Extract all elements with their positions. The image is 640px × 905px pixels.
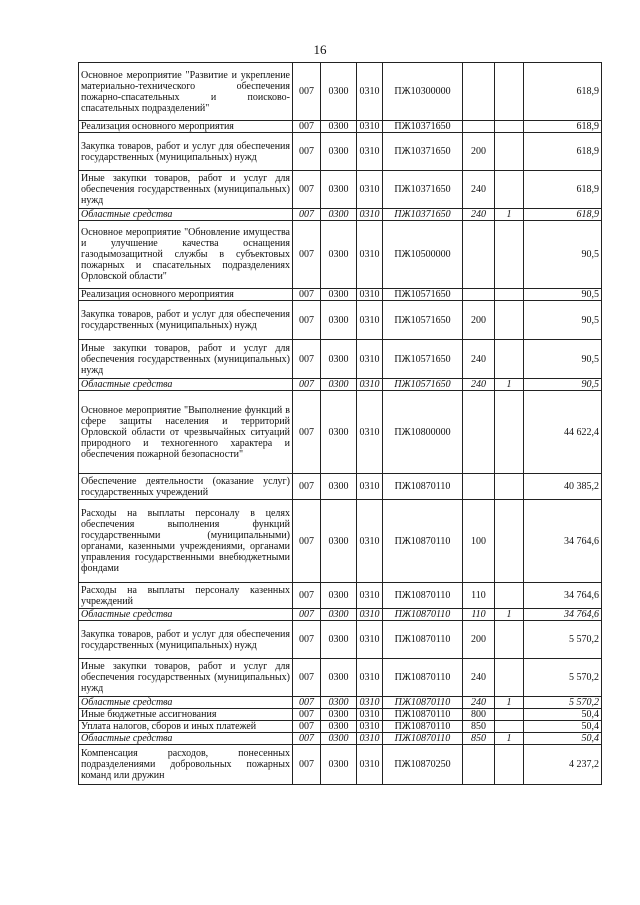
expense-name-cell: Основное мероприятие "Выполнение функций в сфере защиты населения и территорий Орловской области от чрезвычайных ситуаций природного и техногенного характера и обеспечения пожарной безопасности" — [79, 391, 293, 474]
ministry-code-cell: 007 — [293, 697, 321, 709]
amount-cell: 618,9 — [524, 209, 602, 221]
funding-source-cell — [495, 63, 524, 121]
table-row — [79, 391, 602, 474]
amount-cell: 34 764,6 — [524, 609, 602, 621]
expense-name-cell: Областные средства — [79, 379, 293, 391]
expense-type-cell: 240 — [463, 209, 495, 221]
section-code-cell: 0300 — [321, 733, 357, 745]
ministry-code-cell: 007 — [293, 733, 321, 745]
amount-cell: 90,5 — [524, 379, 602, 391]
expense-type-cell: 240 — [463, 379, 495, 391]
target-article-cell: ПЖ10571650 — [383, 340, 463, 379]
budget-table — [78, 62, 602, 785]
subsection-code-cell: 0310 — [357, 709, 383, 721]
subsection-code-cell: 0310 — [357, 721, 383, 733]
target-article-cell: ПЖ10571650 — [383, 289, 463, 301]
table-row — [79, 340, 602, 379]
section-code-cell: 0300 — [321, 721, 357, 733]
expense-name-cell: Закупка товаров, работ и услуг для обеспечения государственных (муниципальных) нужд — [79, 621, 293, 659]
amount-cell: 618,9 — [524, 171, 602, 209]
amount-cell: 5 570,2 — [524, 659, 602, 697]
funding-source-cell — [495, 301, 524, 340]
subsection-code-cell: 0310 — [357, 209, 383, 221]
amount-cell: 50,4 — [524, 721, 602, 733]
expense-type-cell — [463, 221, 495, 289]
regional-funds-row — [79, 379, 602, 391]
target-article-cell: ПЖ10500000 — [383, 221, 463, 289]
funding-source-cell: 1 — [495, 379, 524, 391]
expense-type-cell: 800 — [463, 709, 495, 721]
target-article-cell: ПЖ10870110 — [383, 721, 463, 733]
subsection-code-cell: 0310 — [357, 289, 383, 301]
amount-cell: 90,5 — [524, 289, 602, 301]
amount-cell: 90,5 — [524, 301, 602, 340]
expense-type-cell: 240 — [463, 697, 495, 709]
subsection-code-cell: 0310 — [357, 121, 383, 133]
expense-type-cell — [463, 391, 495, 474]
subsection-code-cell: 0310 — [357, 379, 383, 391]
target-article-cell: ПЖ10571650 — [383, 301, 463, 340]
section-code-cell: 0300 — [321, 659, 357, 697]
ministry-code-cell: 007 — [293, 583, 321, 609]
section-code-cell: 0300 — [321, 391, 357, 474]
section-code-cell: 0300 — [321, 289, 357, 301]
amount-cell: 4 237,2 — [524, 745, 602, 785]
table-row — [79, 63, 602, 121]
target-article-cell: ПЖ10870110 — [383, 609, 463, 621]
section-code-cell: 0300 — [321, 474, 357, 500]
section-code-cell: 0300 — [321, 609, 357, 621]
section-code-cell: 0300 — [321, 121, 357, 133]
budget-table-body — [79, 63, 602, 785]
target-article-cell: ПЖ10371650 — [383, 133, 463, 171]
regional-funds-row — [79, 733, 602, 745]
expense-name-cell: Реализация основного мероприятия — [79, 121, 293, 133]
amount-cell: 90,5 — [524, 221, 602, 289]
ministry-code-cell: 007 — [293, 721, 321, 733]
subsection-code-cell: 0310 — [357, 697, 383, 709]
target-article-cell: ПЖ10870110 — [383, 500, 463, 583]
subsection-code-cell: 0310 — [357, 583, 383, 609]
expense-name-cell: Реализация основного мероприятия — [79, 289, 293, 301]
ministry-code-cell: 007 — [293, 121, 321, 133]
expense-type-cell — [463, 474, 495, 500]
subsection-code-cell: 0310 — [357, 63, 383, 121]
expense-name-cell: Уплата налогов, сборов и иных платежей — [79, 721, 293, 733]
target-article-cell: ПЖ10300000 — [383, 63, 463, 121]
ministry-code-cell: 007 — [293, 500, 321, 583]
expense-name-cell: Расходы на выплаты персоналу в целях обеспечения выполнения функций государственными (муниципальными) органами, казенными учреждениями, органами управления государственными внебюджетными фондами — [79, 500, 293, 583]
section-code-cell: 0300 — [321, 745, 357, 785]
expense-name-cell: Основное мероприятие "Развитие и укрепление материально-технического обеспечения пожарно-спасательных и поисково-спасательных подразделений" — [79, 63, 293, 121]
expense-name-cell: Иные закупки товаров, работ и услуг для обеспечения государственных (муниципальных) нужд — [79, 340, 293, 379]
funding-source-cell — [495, 659, 524, 697]
funding-source-cell — [495, 340, 524, 379]
section-code-cell: 0300 — [321, 221, 357, 289]
ministry-code-cell: 007 — [293, 659, 321, 697]
amount-cell: 5 570,2 — [524, 621, 602, 659]
funding-source-cell: 1 — [495, 609, 524, 621]
table-row — [79, 301, 602, 340]
target-article-cell: ПЖ10870110 — [383, 583, 463, 609]
funding-source-cell — [495, 709, 524, 721]
funding-source-cell — [495, 583, 524, 609]
ministry-code-cell: 007 — [293, 63, 321, 121]
expense-name-cell: Областные средства — [79, 609, 293, 621]
ministry-code-cell: 007 — [293, 133, 321, 171]
section-code-cell: 0300 — [321, 209, 357, 221]
page-number: 16 — [313, 42, 327, 57]
table-row — [79, 621, 602, 659]
expense-type-cell: 110 — [463, 583, 495, 609]
target-article-cell: ПЖ10371650 — [383, 121, 463, 133]
funding-source-cell — [495, 500, 524, 583]
ministry-code-cell: 007 — [293, 209, 321, 221]
expense-name-cell: Областные средства — [79, 733, 293, 745]
expense-name-cell: Основное мероприятие "Обновление имущества и улучшение качества оснащения газодымозащитной службы в субъектовых пожарных и спасательных подразделениях Орловской области" — [79, 221, 293, 289]
ministry-code-cell: 007 — [293, 609, 321, 621]
target-article-cell: ПЖ10870110 — [383, 659, 463, 697]
amount-cell: 50,4 — [524, 709, 602, 721]
subsection-code-cell: 0310 — [357, 221, 383, 289]
expense-name-cell: Закупка товаров, работ и услуг для обеспечения государственных (муниципальных) нужд — [79, 301, 293, 340]
section-code-cell: 0300 — [321, 500, 357, 583]
target-article-cell: ПЖ10870250 — [383, 745, 463, 785]
section-code-cell: 0300 — [321, 171, 357, 209]
amount-cell: 40 385,2 — [524, 474, 602, 500]
funding-source-cell — [495, 133, 524, 171]
expense-name-cell: Иные закупки товаров, работ и услуг для обеспечения государственных (муниципальных) нужд — [79, 659, 293, 697]
subsection-code-cell: 0310 — [357, 171, 383, 209]
regional-funds-row — [79, 697, 602, 709]
ministry-code-cell: 007 — [293, 289, 321, 301]
funding-source-cell — [495, 121, 524, 133]
ministry-code-cell: 007 — [293, 709, 321, 721]
table-row — [79, 121, 602, 133]
subsection-code-cell: 0310 — [357, 340, 383, 379]
target-article-cell: ПЖ10870110 — [383, 733, 463, 745]
section-code-cell: 0300 — [321, 709, 357, 721]
expense-type-cell: 200 — [463, 621, 495, 659]
expense-name-cell: Областные средства — [79, 209, 293, 221]
table-row — [79, 709, 602, 721]
ministry-code-cell: 007 — [293, 474, 321, 500]
funding-source-cell — [495, 289, 524, 301]
section-code-cell: 0300 — [321, 583, 357, 609]
subsection-code-cell: 0310 — [357, 391, 383, 474]
ministry-code-cell: 007 — [293, 391, 321, 474]
expense-name-cell: Иные бюджетные ассигнования — [79, 709, 293, 721]
funding-source-cell: 1 — [495, 733, 524, 745]
amount-cell: 34 764,6 — [524, 500, 602, 583]
table-row — [79, 659, 602, 697]
ministry-code-cell: 007 — [293, 301, 321, 340]
subsection-code-cell: 0310 — [357, 659, 383, 697]
expense-name-cell: Обеспечение деятельности (оказание услуг) государственных учреждений — [79, 474, 293, 500]
amount-cell: 618,9 — [524, 121, 602, 133]
regional-funds-row — [79, 609, 602, 621]
ministry-code-cell: 007 — [293, 621, 321, 659]
amount-cell: 90,5 — [524, 340, 602, 379]
funding-source-cell — [495, 171, 524, 209]
table-row — [79, 171, 602, 209]
subsection-code-cell: 0310 — [357, 500, 383, 583]
table-row — [79, 474, 602, 500]
funding-source-cell — [495, 221, 524, 289]
target-article-cell: ПЖ10371650 — [383, 209, 463, 221]
target-article-cell: ПЖ10870110 — [383, 621, 463, 659]
expense-name-cell: Компенсация расходов, понесенных подразделениями добровольных пожарных команд или дружин — [79, 745, 293, 785]
amount-cell: 34 764,6 — [524, 583, 602, 609]
section-code-cell: 0300 — [321, 301, 357, 340]
expense-type-cell — [463, 121, 495, 133]
section-code-cell: 0300 — [321, 340, 357, 379]
expense-type-cell: 850 — [463, 733, 495, 745]
expense-type-cell: 240 — [463, 171, 495, 209]
expense-name-cell: Расходы на выплаты персоналу казенных учреждений — [79, 583, 293, 609]
expense-type-cell: 200 — [463, 133, 495, 171]
funding-source-cell — [495, 474, 524, 500]
expense-type-cell — [463, 745, 495, 785]
expense-type-cell — [463, 289, 495, 301]
ministry-code-cell: 007 — [293, 221, 321, 289]
subsection-code-cell: 0310 — [357, 301, 383, 340]
section-code-cell: 0300 — [321, 697, 357, 709]
funding-source-cell — [495, 391, 524, 474]
funding-source-cell — [495, 721, 524, 733]
target-article-cell: ПЖ10870110 — [383, 709, 463, 721]
expense-type-cell — [463, 63, 495, 121]
funding-source-cell: 1 — [495, 209, 524, 221]
amount-cell: 44 622,4 — [524, 391, 602, 474]
regional-funds-row — [79, 209, 602, 221]
funding-source-cell: 1 — [495, 697, 524, 709]
amount-cell: 618,9 — [524, 133, 602, 171]
ministry-code-cell: 007 — [293, 340, 321, 379]
amount-cell: 50,4 — [524, 733, 602, 745]
ministry-code-cell: 007 — [293, 379, 321, 391]
ministry-code-cell: 007 — [293, 745, 321, 785]
expense-type-cell: 200 — [463, 301, 495, 340]
funding-source-cell — [495, 745, 524, 785]
subsection-code-cell: 0310 — [357, 474, 383, 500]
subsection-code-cell: 0310 — [357, 745, 383, 785]
target-article-cell: ПЖ10870110 — [383, 474, 463, 500]
subsection-code-cell: 0310 — [357, 733, 383, 745]
table-row — [79, 583, 602, 609]
expense-type-cell: 850 — [463, 721, 495, 733]
subsection-code-cell: 0310 — [357, 133, 383, 171]
target-article-cell: ПЖ10800000 — [383, 391, 463, 474]
expense-name-cell: Областные средства — [79, 697, 293, 709]
expense-name-cell: Иные закупки товаров, работ и услуг для обеспечения государственных (муниципальных) нужд — [79, 171, 293, 209]
section-code-cell: 0300 — [321, 63, 357, 121]
section-code-cell: 0300 — [321, 379, 357, 391]
target-article-cell: ПЖ10371650 — [383, 171, 463, 209]
table-row — [79, 745, 602, 785]
subsection-code-cell: 0310 — [357, 609, 383, 621]
table-row — [79, 221, 602, 289]
expense-name-cell: Закупка товаров, работ и услуг для обеспечения государственных (муниципальных) нужд — [79, 133, 293, 171]
table-row — [79, 500, 602, 583]
section-code-cell: 0300 — [321, 133, 357, 171]
amount-cell: 5 570,2 — [524, 697, 602, 709]
expense-type-cell: 110 — [463, 609, 495, 621]
expense-type-cell: 240 — [463, 659, 495, 697]
section-code-cell: 0300 — [321, 621, 357, 659]
expense-type-cell: 240 — [463, 340, 495, 379]
table-row — [79, 289, 602, 301]
target-article-cell: ПЖ10870110 — [383, 697, 463, 709]
table-row — [79, 133, 602, 171]
ministry-code-cell: 007 — [293, 171, 321, 209]
expense-type-cell: 100 — [463, 500, 495, 583]
table-row — [79, 721, 602, 733]
subsection-code-cell: 0310 — [357, 621, 383, 659]
target-article-cell: ПЖ10571650 — [383, 379, 463, 391]
amount-cell: 618,9 — [524, 63, 602, 121]
funding-source-cell — [495, 621, 524, 659]
